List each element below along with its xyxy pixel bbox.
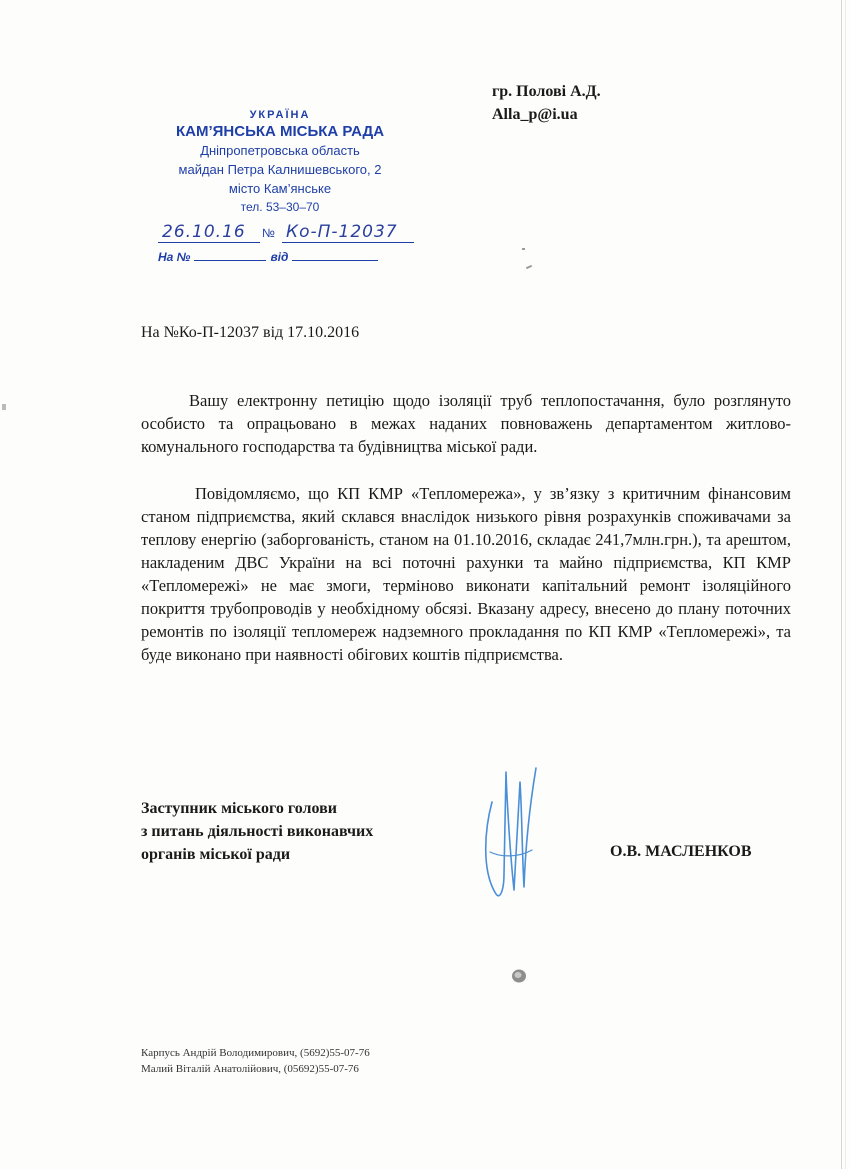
stamp-council: КАМ’ЯНСЬКА МІСЬКА РАДА: [175, 123, 385, 140]
reference-line: На №Ко-П-12037 від 17.10.2016: [141, 324, 360, 341]
signatory-name: О.В. МАСЛЕНКОВ: [610, 843, 752, 860]
registration-number-underline: [282, 242, 414, 243]
stamp-on-blank: [194, 260, 266, 261]
scan-edge-line: [845, 0, 846, 1169]
body-paragraph-2: Повідомляємо, що КП КМР «Тепломережа», у зв’язку з критичним фінансовим станом підприємства, який склався внаслідок низького рівня розрахунків споживачами за теплову енергію (заборгованість, станом на 01.10.2016, складає 241,7млн.грн.), та арештом, накладеним ДВС України на всі поточні рахунки та майно підприємства, КП КМР «Тепломережі» не має змоги, терміново виконати капітальний ремонт ізоляційного покриття трубопроводів у необхідному обсязі. Вказану адресу, внесено до плану поточних ремонтів по ізоляції тепломереж надземного прокладання по КП КМР «Тепломережі», та буде виконано при наявності обігових коштів підприємства.: [141, 484, 791, 664]
stamp-phone: тел. 53–30–70: [240, 200, 320, 214]
registration-number-label: №: [262, 226, 275, 240]
stamp-country: УКРАЇНА: [249, 109, 311, 121]
scan-speck: [2, 404, 6, 410]
executor-contact-line: Карпусь Андрій Володимирович, (5692)55-07-76: [141, 1047, 370, 1059]
official-stamp: [150, 108, 410, 216]
stamp-from-label: від: [270, 250, 289, 264]
scan-edge-line: [841, 0, 842, 1169]
executor-contact-line: Малий Віталій Анатолійович, (05692)55-07-76: [141, 1063, 359, 1075]
punch-hole-mark: [510, 967, 528, 985]
body-paragraph-1: Вашу електронну петицію щодо ізоляції труб теплопостачання, було розглянуто особисто та опрацьовано в межах наданих повноважень департаментом житлово-комунального господарства та будівництва міської ради.: [141, 391, 791, 456]
stamp-city: місто Кам’янське: [228, 181, 332, 196]
stamp-address: майдан Петра Калнишевського, 2: [178, 162, 382, 177]
stamp-region: Дніпропетровська область: [200, 143, 360, 158]
addressee-block: [492, 80, 601, 126]
signatory-title-line: Заступник міського голови: [141, 800, 337, 817]
signatory-title: [141, 797, 373, 866]
signatory-title-line: з питань діяльності виконавчих: [141, 823, 374, 840]
registration-date-underline: [158, 242, 260, 243]
executor-contacts: [141, 1045, 370, 1077]
registration-number: Ко-П-12037: [286, 222, 398, 242]
scan-speck: [522, 248, 525, 250]
stamp-registration: [158, 220, 418, 246]
stamp-on-label: На №: [158, 250, 191, 264]
stamp-from-blank: [292, 260, 378, 261]
addressee-name: гр. Полові А.Д.: [492, 83, 601, 100]
stamp-incoming-line: [158, 250, 398, 264]
registration-date: 26.10.16: [162, 222, 246, 242]
addressee-email: Alla_p@i.ua: [492, 106, 578, 123]
handwritten-signature: [470, 762, 550, 902]
signatory-title-line: органів міської ради: [141, 846, 291, 863]
scan-speck: [526, 265, 532, 269]
